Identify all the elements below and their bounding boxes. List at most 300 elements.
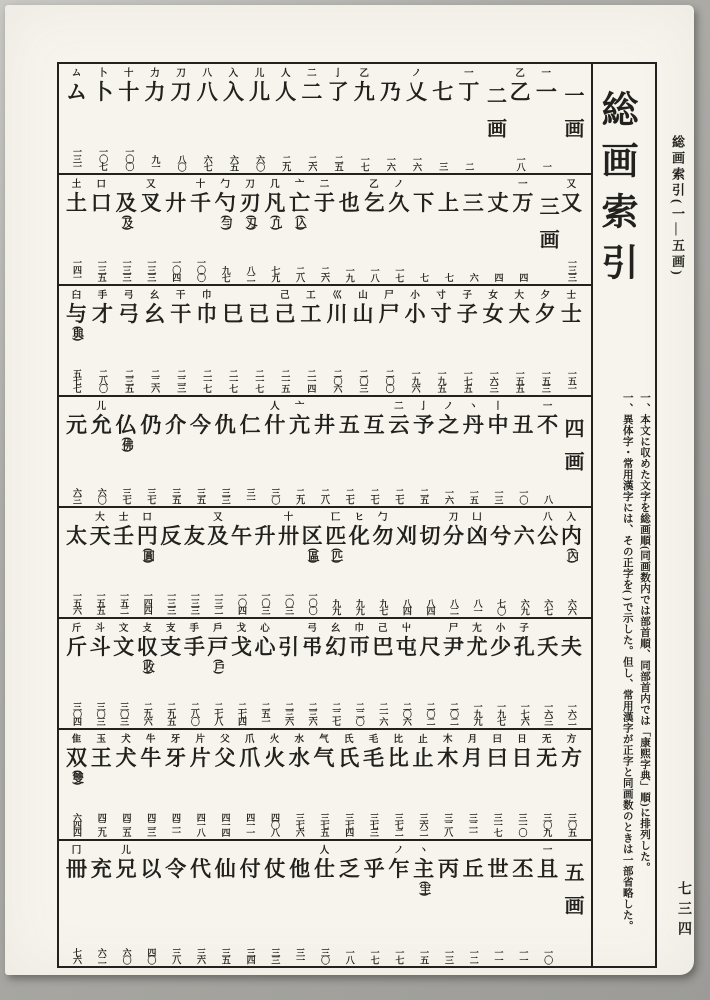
- radical-label: [150, 401, 152, 414]
- kanji-char: 兄: [115, 856, 137, 881]
- radical-label: 子: [462, 290, 472, 301]
- kanji-char: 井: [313, 412, 335, 437]
- kanji-char: 己: [274, 301, 296, 326]
- entry-page-number: 二七: [394, 487, 405, 503]
- entry-page-number: 一三一: [72, 147, 82, 170]
- radical-label: 亠: [294, 401, 305, 412]
- entry-top: [443, 623, 464, 658]
- kanji-char: 文: [113, 634, 135, 659]
- entry-top: [160, 623, 181, 658]
- radical-label: 一: [542, 845, 553, 856]
- index-entry: [137, 623, 158, 725]
- entry-page-number: 二五: [419, 487, 430, 503]
- index-entry: [140, 845, 161, 963]
- entry-top: [240, 401, 261, 436]
- entry-page-number: 六五: [228, 154, 239, 170]
- kanji-char: 仙: [214, 856, 236, 881]
- index-entry: [91, 845, 112, 963]
- index-entry: [190, 179, 211, 281]
- radical-label: 儿: [121, 845, 131, 856]
- index-entry: [264, 845, 285, 963]
- entry-page-number: 六六: [566, 598, 577, 614]
- radical-label: 戶: [213, 623, 223, 634]
- entry-top: [463, 179, 484, 214]
- radical-label: 犬: [121, 734, 131, 745]
- kanji-char: 乍: [388, 856, 410, 881]
- entry-top: [90, 623, 111, 658]
- kanji-char: 斗: [89, 634, 111, 659]
- entry-page-number: 一三五: [96, 258, 107, 281]
- kanji-char: 幺: [144, 301, 166, 326]
- entry-top: [512, 401, 533, 436]
- book-page: [5, 5, 694, 975]
- index-entry: [90, 623, 111, 725]
- kanji-char: 人: [275, 80, 297, 104]
- entry-top: [118, 290, 139, 325]
- index-entry: [255, 623, 276, 725]
- index-entry: [326, 290, 347, 392]
- entry-top: [160, 512, 181, 547]
- entry-page-number: 三四: [245, 947, 256, 963]
- entry-top: [190, 734, 211, 769]
- entry-top: [413, 734, 434, 769]
- entry-top: [467, 512, 488, 547]
- entry-page-number: 七六: [72, 947, 82, 963]
- kanji-char: 友: [183, 523, 205, 548]
- entry-top: [231, 623, 252, 658]
- entry-page-number: 二九: [295, 487, 306, 503]
- kanji-char: 尹: [443, 634, 464, 659]
- kanji-char: 冊: [66, 856, 87, 881]
- radical-label: [429, 512, 431, 525]
- radical-label: [258, 290, 260, 303]
- entry-page-number: 一三二: [213, 591, 224, 614]
- index-entry: [363, 734, 384, 836]
- index-entry: [274, 290, 295, 392]
- index-entry: [144, 290, 165, 392]
- radical-label: 口: [96, 179, 107, 190]
- entry-top: [512, 845, 533, 880]
- entry-page-number: 一〇: [543, 947, 554, 963]
- entry-top: [66, 290, 87, 339]
- index-entry: [388, 845, 409, 963]
- kanji-char: 毛: [363, 745, 384, 770]
- radical-label: ノ: [394, 845, 404, 856]
- radical-label: 勹: [378, 512, 388, 523]
- kanji-char: 世: [487, 856, 509, 881]
- entry-top: [535, 290, 556, 325]
- entry-page-number: 一〇: [518, 487, 529, 503]
- usage-notes: [595, 392, 652, 958]
- kanji-char: 戸: [207, 634, 229, 659]
- index-entry: [457, 290, 478, 392]
- entry-top: [137, 623, 158, 672]
- entry-top: [396, 512, 417, 547]
- index-entry: [240, 845, 261, 963]
- entry-page-number: 二八: [295, 265, 306, 281]
- index-entry: [561, 512, 582, 614]
- kanji-char: 乞: [363, 190, 385, 215]
- entry-page-number: 二一五: [280, 369, 291, 392]
- radical-label: 勹: [220, 179, 231, 190]
- entry-page-number: 七九: [270, 265, 281, 281]
- entry-top: [561, 512, 582, 561]
- entry-page-number: 三三: [270, 947, 281, 963]
- radical-label: 十: [283, 512, 294, 523]
- entry-page-number: 三六二: [418, 813, 429, 836]
- radical-label: 隹: [71, 734, 82, 745]
- entry-top: [223, 68, 244, 103]
- radical-label: 小: [495, 623, 506, 634]
- radical-label: 木: [442, 734, 453, 745]
- entry-top: [364, 845, 385, 880]
- entry-page-number: 一五: [468, 487, 479, 503]
- entry-top: [255, 623, 276, 658]
- radical-label: 土: [71, 179, 82, 190]
- radical-label: 子: [519, 623, 529, 634]
- radical-label: 卜: [97, 69, 108, 79]
- index-entry: [488, 401, 509, 503]
- entry-top: [144, 68, 165, 103]
- entry-top: [278, 623, 299, 658]
- entry-top: [140, 845, 161, 880]
- index-entry: [431, 290, 452, 392]
- entry-top: [438, 845, 459, 880]
- index-entry: [372, 512, 393, 614]
- index-entry: [140, 734, 161, 836]
- entry-page-number: 三〇: [319, 947, 330, 963]
- entry-top: [301, 68, 322, 103]
- entry-page-number: 一〇三: [260, 591, 271, 614]
- entry-page-number: 一〇七: [98, 147, 109, 170]
- index-entry: [144, 68, 165, 170]
- entry-page-number: 一五三: [540, 369, 551, 392]
- radical-label: 牙: [170, 734, 181, 745]
- radical-label: [447, 179, 449, 192]
- kanji-char: 于: [313, 190, 335, 215]
- entry-top: [364, 179, 385, 214]
- radical-label: 十: [124, 69, 134, 79]
- radical-label: 八: [542, 512, 553, 523]
- entry-page-number: 六七: [543, 598, 554, 614]
- entry-top: [275, 68, 296, 103]
- entry-page-number: 二二三: [176, 369, 187, 392]
- entry-page-number: 一三三: [121, 258, 132, 281]
- entry-page-number: 二八: [319, 487, 330, 503]
- entry-top: [490, 623, 511, 658]
- entry-top: [339, 845, 360, 880]
- index-entry: [388, 179, 409, 281]
- kanji-char: 巳: [222, 301, 244, 326]
- entry-page-number: 二〇二: [449, 702, 459, 725]
- kanji-char: 王: [90, 745, 112, 770]
- kanji-char: 又: [560, 190, 582, 215]
- entry-top: [197, 68, 218, 103]
- entry-page-number: 五七七: [72, 369, 82, 392]
- radical-label: 幺: [330, 623, 341, 634]
- variant-char: (收): [141, 658, 154, 672]
- entry-page-number: 六〇: [96, 487, 107, 503]
- radical-label: 屮: [401, 623, 412, 634]
- entry-top: [190, 401, 211, 436]
- index-entry: [512, 179, 533, 281]
- radical-label: 氏: [343, 734, 354, 745]
- kanji-char: 八: [196, 80, 218, 104]
- index-entry: [339, 179, 360, 281]
- radical-label: [199, 401, 201, 414]
- kanji-char: 已: [248, 301, 270, 326]
- index-entry: [536, 734, 557, 836]
- radical-label: [224, 401, 226, 414]
- entry-page-number: 一五一: [566, 369, 577, 392]
- entry-page-number: 三一七: [492, 813, 503, 836]
- entry-top: [561, 290, 582, 325]
- radical-label: 毛: [368, 734, 379, 745]
- variant-char: (及): [120, 215, 133, 229]
- entry-page-number: 九七: [220, 265, 231, 281]
- kanji-char: 亢: [289, 412, 311, 437]
- radical-label: ノ: [443, 401, 454, 412]
- variant-char: (與): [71, 325, 84, 340]
- entry-page-number: 二五: [333, 154, 344, 170]
- index-entry: [388, 734, 409, 836]
- kanji-char: 刈: [395, 523, 417, 548]
- entry-page-number: 二: [464, 162, 475, 170]
- entry-page-number: 八一: [472, 598, 483, 614]
- entry-page-number: 八四: [425, 598, 436, 614]
- index-entry: [91, 179, 112, 281]
- index-entry: [328, 68, 349, 170]
- entry-page-number: 四〇: [146, 947, 157, 963]
- entry-top: [514, 512, 535, 547]
- kanji-char: 方: [561, 745, 582, 770]
- entry-page-number: 四: [518, 273, 529, 281]
- radical-label: 方: [566, 734, 577, 745]
- radical-label: 手: [97, 290, 108, 301]
- kanji-char: 子: [456, 301, 478, 326]
- index-entry: [116, 179, 137, 281]
- index-entry: [215, 401, 236, 503]
- index-entry: [170, 290, 191, 392]
- radical-label: 止: [418, 734, 428, 745]
- index-entry: [561, 179, 582, 281]
- index-entry: [215, 845, 236, 963]
- index-entry: [165, 179, 186, 281]
- entry-page-number: 一六: [385, 154, 396, 170]
- radical-label: [348, 179, 350, 192]
- entry-top: [207, 512, 228, 547]
- entry-page-number: 二八〇: [189, 702, 200, 725]
- radical-label: 弓: [307, 623, 317, 634]
- kanji-char: 也: [338, 190, 360, 215]
- entry-page-number: 八二: [449, 598, 459, 614]
- kanji-char: 力: [144, 80, 166, 104]
- index-entry: [353, 290, 374, 392]
- entry-page-number: 三一: [245, 487, 256, 503]
- entry-page-number: 一九七: [496, 702, 507, 725]
- index-entry: [314, 734, 335, 836]
- index-entry: [289, 845, 310, 963]
- radical-label: 十: [195, 179, 206, 190]
- radical-label: 水: [294, 734, 304, 745]
- entry-top: [314, 401, 335, 436]
- index-entry: [66, 68, 87, 170]
- variant-char: (刄): [244, 215, 257, 229]
- entry-top: [249, 68, 270, 103]
- index-entry: [349, 512, 370, 614]
- kanji-char: 川: [326, 301, 348, 326]
- index-entry: [113, 623, 134, 725]
- radical-label: [249, 845, 251, 858]
- entry-page-number: 一四四: [142, 591, 153, 614]
- radical-label: 匸: [330, 512, 341, 523]
- entry-page-number: 二一七: [254, 369, 265, 392]
- entry-top: [116, 179, 137, 228]
- index-entry: [514, 623, 535, 725]
- entry-page-number: 一〇〇: [307, 591, 318, 614]
- kanji-char: 以: [140, 856, 162, 881]
- kanji-char: 丁: [458, 80, 480, 104]
- kanji-char: 幻: [325, 634, 347, 659]
- entry-top: [561, 179, 582, 214]
- kanji-char: 止: [412, 745, 434, 770]
- index-entry: [413, 734, 434, 836]
- kanji-char: 円: [136, 523, 158, 548]
- entry-top: [116, 734, 137, 769]
- index-entry: [90, 512, 111, 614]
- index-row: [59, 397, 591, 508]
- index-entry: [413, 845, 434, 963]
- index-entry: [463, 845, 484, 963]
- entry-top: [438, 401, 459, 436]
- kanji-char: 与: [66, 301, 87, 326]
- entry-top: [289, 734, 310, 769]
- kanji-char: 丕: [512, 856, 534, 881]
- kanji-char: 小: [404, 301, 426, 326]
- kanji-char: 二: [301, 80, 323, 104]
- entry-top: [467, 623, 488, 658]
- entry-page-number: 六〇: [255, 154, 266, 170]
- kanji-char: 七: [432, 80, 454, 104]
- radical-label: 人: [319, 845, 330, 856]
- kanji-char: 十: [118, 80, 140, 104]
- kanji-char: 区: [301, 523, 323, 548]
- entry-top: [91, 179, 112, 214]
- radical-label: 儿: [254, 69, 265, 79]
- entry-page-number: 三七六: [294, 813, 305, 836]
- entry-page-number: 一七五: [462, 369, 473, 392]
- radical-label: [547, 623, 549, 636]
- radical-label: 尸: [384, 290, 394, 301]
- entry-top: [248, 290, 269, 325]
- index-entry: [405, 290, 426, 392]
- kanji-char: 刃: [239, 190, 261, 215]
- entry-page-number: 一: [541, 162, 552, 170]
- radical-label: 一: [541, 69, 552, 79]
- entry-page-number: 八: [543, 495, 554, 503]
- kanji-char: 什: [264, 412, 286, 437]
- radical-label: [311, 512, 313, 525]
- index-entry: [66, 401, 87, 503]
- entry-page-number: 二七四: [236, 702, 247, 725]
- entry-page-number: 一二: [468, 947, 479, 963]
- entry-page-number: 一一: [493, 947, 504, 963]
- entry-page-number: 一七: [359, 154, 370, 170]
- kanji-char: 仗: [264, 856, 286, 881]
- kanji-char: 牛: [140, 745, 162, 770]
- entry-page-number: 一九六: [410, 369, 421, 392]
- entry-page-number: 一八: [344, 947, 355, 963]
- radical-label: 巾: [201, 290, 212, 301]
- radical-label: [323, 401, 325, 414]
- radical-label: 巾: [354, 623, 364, 634]
- kanji-char: 双: [66, 745, 87, 770]
- kanji-char: 元: [66, 412, 87, 437]
- index-entry: [249, 68, 270, 170]
- radical-label: [193, 512, 195, 525]
- index-entry: [289, 401, 310, 503]
- radical-label: [422, 179, 424, 192]
- index-entry: [537, 623, 558, 725]
- stroke-count-header: 二画: [483, 85, 506, 151]
- entry-page-number: 一三: [443, 947, 454, 963]
- kanji-char: 公: [537, 523, 559, 548]
- radical-label: [429, 623, 431, 636]
- kanji-char: 戈: [230, 634, 252, 659]
- index-entry: [118, 290, 139, 392]
- entry-page-number: 二一七: [228, 369, 239, 392]
- entry-page-number: 一〇〇: [195, 258, 206, 281]
- kanji-char: 万: [512, 190, 534, 215]
- kanji-char: 天: [89, 523, 111, 548]
- kanji-char: 支: [160, 634, 182, 659]
- entry-top: [561, 734, 582, 769]
- kanji-char: 兮: [490, 523, 512, 548]
- radical-label: 日: [517, 734, 527, 745]
- entry-top: [372, 512, 393, 547]
- entry-top: [171, 68, 192, 103]
- entry-top: [339, 179, 360, 214]
- entry-top: [488, 401, 509, 436]
- index-entry: [215, 734, 236, 836]
- entry-page-number: 三七四: [344, 813, 355, 836]
- entry-page-number: 三七二: [393, 813, 404, 836]
- entry-page-number: 九九: [354, 598, 365, 614]
- radical-label: 斤: [71, 623, 82, 634]
- radical-label: 幺: [149, 290, 160, 301]
- entry-page-number: 六三: [72, 487, 82, 503]
- entry-top: [165, 179, 186, 214]
- kanji-char: 乎: [363, 856, 385, 881]
- entry-top: [90, 512, 111, 547]
- radical-label: [232, 290, 234, 303]
- kanji-char: 今: [189, 412, 211, 437]
- index-entry: [483, 290, 504, 392]
- entry-top: [512, 734, 533, 769]
- kanji-char: 士: [560, 301, 582, 326]
- entry-page-number: 三七三: [369, 813, 379, 836]
- kanji-char: 夫: [560, 634, 582, 659]
- entry-page-number: 一七六: [519, 702, 530, 725]
- index-entry: [325, 512, 346, 614]
- index-entry: [275, 68, 296, 170]
- entry-page-number: 三七: [146, 487, 157, 503]
- radical-label: 戈: [236, 623, 247, 634]
- entry-top: [118, 68, 139, 103]
- kanji-char: 叉: [140, 190, 162, 215]
- entry-top: [92, 68, 113, 103]
- kanji-char: 卅: [278, 523, 300, 548]
